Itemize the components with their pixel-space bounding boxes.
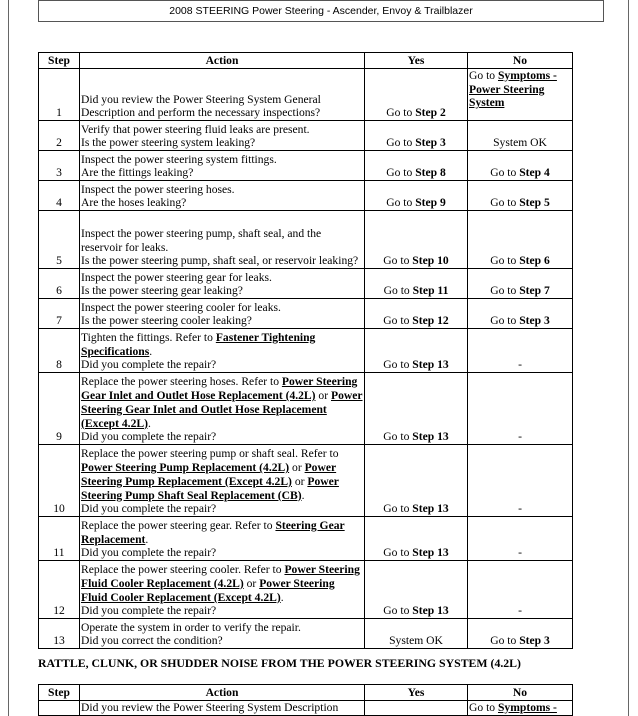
action-text: Did you complete the repair? <box>81 546 217 560</box>
table-row <box>39 445 573 517</box>
table-row <box>39 121 573 151</box>
step-number: 11 <box>39 517 80 561</box>
step-link[interactable]: Step 13 <box>412 358 449 372</box>
table-row <box>39 561 573 619</box>
table-row <box>39 269 573 299</box>
header-step: Step <box>39 53 80 69</box>
action-text: Is the power steering cooler leaking? <box>81 314 252 328</box>
action-text: Did you complete the repair? <box>81 430 217 444</box>
goto-prefix: Go to <box>490 634 520 648</box>
step-number: 1 <box>39 69 80 121</box>
action-text: or <box>289 461 305 475</box>
document-header <box>38 0 604 22</box>
goto-prefix: Go to <box>383 314 413 328</box>
step-link[interactable]: Step 6 <box>519 254 550 268</box>
no-cell <box>468 69 573 121</box>
action-text: Replace the power steering cooler. Refer to <box>81 563 285 577</box>
action-text: or <box>315 389 331 403</box>
no-cell <box>468 121 573 151</box>
header-no: No <box>468 685 573 701</box>
no-cell <box>468 181 573 211</box>
goto-prefix: Go to <box>386 106 416 120</box>
action-text: Inspect the power steering gear for leaks. <box>81 270 272 284</box>
step-link[interactable]: Step 10 <box>412 254 449 268</box>
action-text: Did you correct the condition? <box>81 634 223 648</box>
no-cell <box>468 701 573 716</box>
action-cell <box>80 445 365 517</box>
procedure-link[interactable]: Power Steering Gear Inlet and Outlet Hose Replacement (4.2L) <box>81 375 358 403</box>
table-row <box>39 299 573 329</box>
step-link[interactable]: Step 9 <box>415 196 446 210</box>
page-left-rule <box>8 0 9 716</box>
no-cell <box>468 517 573 561</box>
step-link[interactable]: Step 13 <box>412 546 449 560</box>
step-link[interactable]: Step 3 <box>415 136 446 150</box>
table-header-row <box>39 53 573 69</box>
table-row <box>39 181 573 211</box>
yes-cell <box>365 69 468 121</box>
procedure-link[interactable]: Steering Gear Replacement <box>81 518 345 546</box>
yes-cell <box>365 121 468 151</box>
symptoms-link[interactable]: Symptoms - <box>497 701 557 714</box>
table-body <box>39 69 573 649</box>
result-text: - <box>518 546 522 560</box>
step-number: 12 <box>39 561 80 619</box>
action-text: Inspect the power steering pump, shaft seal, and the reservoir for leaks. <box>81 226 322 254</box>
action-cell <box>80 517 365 561</box>
action-text: Inspect the power steering cooler for leaks. <box>81 300 281 314</box>
no-cell <box>468 211 573 269</box>
yes-cell <box>365 329 468 373</box>
action-text: Inspect the power steering hoses. <box>81 182 235 196</box>
table-row <box>39 211 573 269</box>
action-text: Are the fittings leaking? <box>81 166 194 180</box>
action-cell <box>80 269 365 299</box>
step-number: 13 <box>39 619 80 649</box>
step-number: 8 <box>39 329 80 373</box>
table-row <box>39 619 573 649</box>
no-cell <box>468 329 573 373</box>
yes-cell <box>365 517 468 561</box>
procedure-link[interactable]: Power Steering Pump Replacement (Except 4.2L) <box>81 461 337 488</box>
header-yes: Yes <box>365 53 468 69</box>
diagnostic-steps-table <box>38 52 573 649</box>
yes-cell <box>365 373 468 445</box>
yes-cell <box>365 181 468 211</box>
header-action: Action <box>80 53 365 69</box>
action-text: . <box>149 344 153 358</box>
action-text: . <box>301 488 305 502</box>
noise-diagnostic-table <box>38 684 573 716</box>
no-cell <box>468 445 573 517</box>
result-text: System OK <box>493 136 547 150</box>
step-cell <box>39 701 80 716</box>
action-cell <box>80 561 365 619</box>
goto-prefix: Go to <box>490 196 520 210</box>
result-text: System OK <box>389 634 443 648</box>
yes-cell <box>365 211 468 269</box>
step-number: 9 <box>39 373 80 445</box>
action-cell <box>80 181 365 211</box>
symptoms-link[interactable]: Symptoms - Power Steering System <box>469 69 557 110</box>
goto-prefix: Go to <box>383 284 413 298</box>
step-link[interactable]: Step 12 <box>412 314 449 328</box>
header-yes: Yes <box>365 685 468 701</box>
yes-cell <box>365 299 468 329</box>
action-text: Replace the power steering pump or shaft seal. Refer to <box>81 447 339 461</box>
goto-prefix: Go to <box>490 254 520 268</box>
section-heading: RATTLE, CLUNK, OR SHUDDER NOISE FROM THE POWER STEERING SYSTEM (4.2L) <box>38 656 521 670</box>
goto-prefix: Go to <box>386 136 416 150</box>
step-link[interactable]: Step 3 <box>519 314 550 328</box>
action-cell <box>80 373 365 445</box>
no-cell <box>468 373 573 445</box>
goto-prefix: Go to <box>383 358 413 372</box>
procedure-link[interactable]: Power Steering Pump Replacement (4.2L) <box>81 461 290 475</box>
table-row <box>39 373 573 445</box>
step-link[interactable]: Step 13 <box>412 430 449 444</box>
action-cell <box>80 619 365 649</box>
no-cell <box>468 299 573 329</box>
table-row <box>39 701 573 716</box>
action-text: Is the power steering system leaking? <box>81 136 256 150</box>
table-row <box>39 151 573 181</box>
yes-cell <box>365 151 468 181</box>
step-number: 5 <box>39 211 80 269</box>
header-action: Action <box>80 685 365 701</box>
table-row <box>39 517 573 561</box>
action-cell <box>80 69 365 121</box>
no-cell <box>468 561 573 619</box>
step-number: 4 <box>39 181 80 211</box>
action-text: . <box>145 532 149 546</box>
yes-cell <box>365 445 468 517</box>
step-number: 6 <box>39 269 80 299</box>
action-text: . <box>280 590 284 604</box>
goto-prefix: Go to <box>383 546 413 560</box>
result-text: - <box>518 502 522 516</box>
procedure-link[interactable]: Power Steering Gear Inlet and Outlet Hose Replacement (Except 4.2L) <box>81 389 363 430</box>
result-text: - <box>518 358 522 372</box>
action-text: Inspect the power steering system fittings. <box>81 152 277 166</box>
step-number: 10 <box>39 445 80 517</box>
no-cell <box>468 269 573 299</box>
action-text: Are the hoses leaking? <box>81 196 187 210</box>
action-text: Verify that power steering fluid leaks are present. <box>81 122 310 136</box>
header-no: No <box>468 53 573 69</box>
action-text: Is the power steering pump, shaft seal, or reservoir leaking? <box>81 254 359 268</box>
yes-cell <box>365 701 468 716</box>
yes-cell <box>365 269 468 299</box>
step-link[interactable]: Step 11 <box>412 284 449 298</box>
goto-prefix: Go to <box>490 284 520 298</box>
step-link[interactable]: Step 13 <box>412 604 449 618</box>
header-step: Step <box>39 685 80 701</box>
action-text: Did you review the Power Steering System General Description and perform the necessary inspections? <box>81 92 321 120</box>
goto-prefix: Go to <box>383 430 413 444</box>
step-link[interactable]: Step 13 <box>412 502 449 516</box>
result-text: - <box>518 604 522 618</box>
goto-prefix: Go to <box>386 166 416 180</box>
step-link[interactable]: Step 5 <box>519 196 550 210</box>
action-cell <box>80 299 365 329</box>
page-right-rule <box>628 0 629 716</box>
result-text: - <box>518 430 522 444</box>
action-text: Operate the system in order to verify the repair. <box>81 620 301 634</box>
action-cell: Did you review the Power Steering System Description <box>80 701 365 716</box>
procedure-link[interactable]: Power Steering Fluid Cooler Replacement (4.2L) <box>81 563 360 590</box>
no-cell <box>468 619 573 649</box>
step-number: 7 <box>39 299 80 329</box>
table-row <box>39 329 573 373</box>
action-text: Tighten the fittings. Refer to <box>81 330 216 344</box>
step-link[interactable]: Step 7 <box>519 284 550 298</box>
action-text: Did you complete the repair? <box>81 358 217 372</box>
action-text: Did you complete the repair? <box>81 604 217 618</box>
goto-prefix: Go to <box>383 254 413 268</box>
step-link[interactable]: Step 4 <box>519 166 550 180</box>
goto-prefix: Go to <box>469 69 498 82</box>
no-cell <box>468 151 573 181</box>
action-text: or <box>291 474 308 488</box>
step-number: 2 <box>39 121 80 151</box>
action-cell <box>80 121 365 151</box>
action-text: Did you complete the repair? <box>81 502 217 516</box>
action-cell <box>80 211 365 269</box>
table-row <box>39 69 573 121</box>
goto-prefix: Go to <box>383 502 413 516</box>
action-cell <box>80 329 365 373</box>
step-link[interactable]: Step 8 <box>415 166 446 180</box>
goto-prefix: Go to <box>386 196 416 210</box>
action-text: Is the power steering gear leaking? <box>81 284 243 298</box>
action-text: . <box>147 416 151 430</box>
procedure-link[interactable]: Power Steering Fluid Cooler Replacement (Except 4.2L) <box>81 576 335 604</box>
yes-cell <box>365 619 468 649</box>
document-title: 2008 STEERING Power Steering - Ascender, Envoy & Trailblazer <box>169 5 473 17</box>
action-text: Replace the power steering gear. Refer to <box>81 518 276 532</box>
goto-prefix: Go to <box>490 314 520 328</box>
no-prefix: Go to <box>469 701 498 714</box>
action-text: Replace the power steering hoses. Refer to <box>81 375 282 389</box>
procedure-link[interactable]: Power Steering Pump Shaft Seal Replacement (CB) <box>81 474 339 502</box>
action-cell <box>80 151 365 181</box>
yes-cell <box>365 561 468 619</box>
procedure-link[interactable]: Fastener Tightening Specifications <box>81 330 316 358</box>
goto-prefix: Go to <box>383 604 413 618</box>
step-link[interactable]: Step 3 <box>519 634 550 648</box>
goto-prefix: Go to <box>490 166 520 180</box>
step-number: 3 <box>39 151 80 181</box>
step-link[interactable]: Step 2 <box>415 106 446 120</box>
action-text: or <box>243 576 260 590</box>
table-header-row <box>39 685 573 701</box>
